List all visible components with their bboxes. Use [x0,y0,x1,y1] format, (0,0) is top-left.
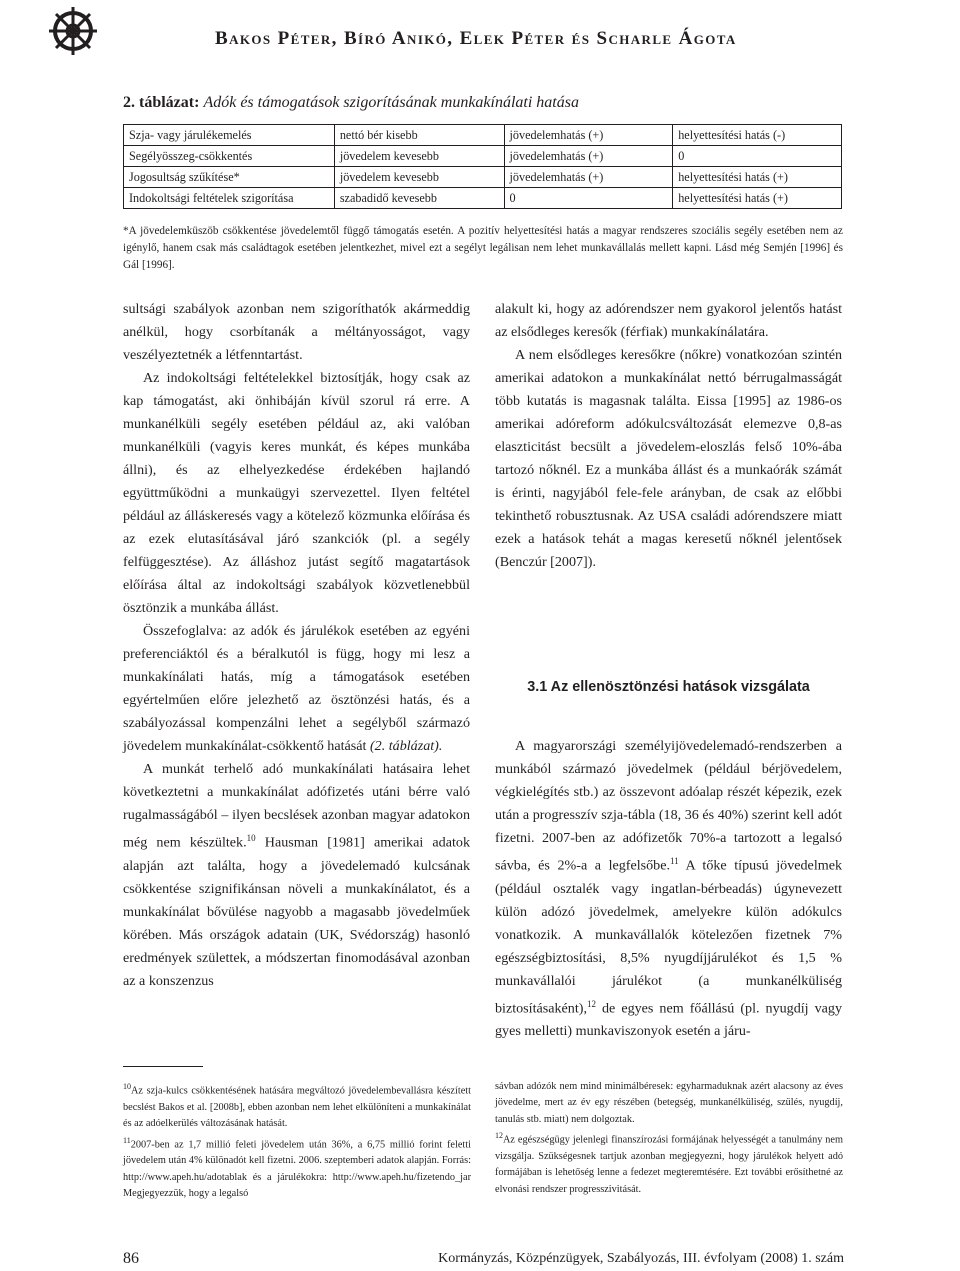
table-row [124,146,842,167]
footnotes-left [123,1079,471,1203]
table-cell: jövedelem kevesebb [334,167,504,188]
table-row [124,188,842,209]
table-cell: szabadidő kevesebb [334,188,504,209]
table-cell: 0 [673,146,842,167]
table-cell: Jogosultság szűkítése* [124,167,335,188]
paragraph: sultsági szabályok azonban nem szigoríthatók akármeddig anélkül, hogy csorbítanák a méltányosságot, vagy veszélyeztetnék a létfenntartást. [123,301,470,363]
table-title-caption: Adók és támogatások szigorításának munkakínálati hatása [203,94,579,111]
left-text-column [123,298,470,993]
footnote-10 [123,1079,471,1133]
table-title-number: 2. táblázat: [123,94,200,111]
tax-effects-table [123,124,842,209]
running-header-authors: Bakos Péter, Bíró Anikó, Elek Péter és Scharle Ágota [215,28,737,49]
paragraph: Az indokoltsági feltételekkel biztosítják, hogy csak az kap támogatást, aki önhibáján kívül szorul rá erre. A munkanélküli segély esetében például az, aki valóban munkanélküli (vagyis keres munkát, és képes munkába állni), és az elhelyezkedése érdekében hajlandó együttműködni a munkaügyi szervezettel. Ilyen feltétel például az álláskeresés vagy a kötelező közmunka előírása és az ezek elutasításával járó szankciók (pl. a segély felfüggesztése). Az álláshoz jutást segítő magatartások előírása által az indokoltsági szabályok közvetlenebbül ösztönzik a munkába állást. [123,370,470,616]
footnote-marker: 12 [586,998,596,1009]
footnote-text: Az egészségügy jelenlegi finanszírozási formájának helyességét a tanulmány nem vizsgálja. Szükségesnek tartjuk azonban megjegyezni, hogy járulékok helyett adó formájában is lehetőség lenne a fedezet megteremtésére. Ezt további erősíthetné az elvonási rendszer progresszivitását. [495,1134,843,1195]
paragraph-text: Hausman [1981] amerikai adatok alapján azt találta, hogy a jövedelemadó kulcsának csökkentése szignifikánsan növeli a munkakínálatot, és a munkakínálat bővülése nagyobb a magasabb jövedelműek körében. Más országok adatain (UK, Svédország) hasonló eredmények születtek, a módszertan finomodásával azonban az a konszenzus [123,834,470,989]
footnotes-right [495,1079,843,1198]
table-cell: helyettesítési hatás (+) [673,188,842,209]
table-cell: jövedelemhatás (+) [504,146,673,167]
table-row [124,125,842,146]
table-cell: Szja- vagy járulékemelés [124,125,335,146]
table-cell: 0 [504,188,673,209]
footnote-text: Az szja-kulcs csökkentésének hatására megváltozó jövedelembevallásra készített becslést Bakos et al. [2008b], ebben azonban nem lehet elkülöníteni a munkakínálat és az adóelkerülés változásának hatását. [123,1085,471,1130]
footnote-text: 2007-ben az 1,7 millió feleti jövedelem után 36%, a 6,75 millió forint feletti jövedelem után 4% különadót kell fizetni. 2006. szeptemberi adatok alapján. Forrás: http://www.apeh.hu/adotablak és a járulékokra: http://www.apeh.hu/fizetendo_jar Megjegyezzük, hogy a legalsó [123,1139,471,1200]
paragraph-text: A tőke típusú jövedelmek (például osztalék vagy ingatlan-bérbeadás) úgynevezett külön adózó jövedelmek, amelyekre külön adókulcs vonatkozik. A munkavállalók kötelezően fizetnek 7% egészségbiztosítási, 8,5% nyugdíjjárulékot és 1,5 % munkavállalói járulékot (a munkanélküliség biztosításaként), [495,857,842,1017]
section-heading: 3.1 Az ellenösztönzési hatások vizsgálata [527,679,810,695]
page-number: 86 [123,1250,139,1267]
paragraph-text: Összefoglalva: az adók és járulékok esetében az egyéni preferenciáktól és a béralkutól is függ, hogy mi lesz a munkakínálati hatás, míg a támogatások esetében egyértelműen előre jelezhető az ösztönzési hatás, és a szabályozással kompenzálni lehet a segélyből származó jövedelem munkakínálat-csökkentő hatását [123,623,470,754]
table-title [123,94,843,112]
table-row [124,167,842,188]
table-cell: jövedelem kevesebb [334,146,504,167]
paragraph [495,735,842,1043]
paragraph [123,620,470,758]
footnote-number: 10 [123,1082,131,1091]
ships-wheel-icon [46,2,100,56]
table-cell: helyettesítési hatás (+) [673,167,842,188]
paragraph: alakult ki, hogy az adórendszer nem gyakorol jelentős hatást az elsődleges keresők (férfiak) munkakínálatára. [495,301,842,340]
footnote-11 [123,1133,471,1203]
table-cell: Segélyösszeg-csökkentés [124,146,335,167]
table-cell: Indokoltsági feltételek szigorítása [124,188,335,209]
paragraph-text: de egyes nem főállású (pl. nyugdíj vagy gyes melletti) munkaviszonyok esetén a járu- [495,1000,842,1040]
paragraph-text: A magyarországi személyijövedelemadó-rendszerben a munkából származó jövedelmek (például bérjövedelem, végkielégítés stb.) az összevont adóalap részét képezik, ezek után a progresszív szja-tábla (18, 36 és 40%) szerint kell adót fizetni. 2007-ben az adófizetők 70%-a tartozott a legalsó sávba, és 2%-a a legfelsőbe. [495,738,842,874]
footnote-number: 11 [123,1135,131,1145]
table-cell: nettó bér kisebb [334,125,504,146]
table-reference: (2. táblázat). [369,738,443,754]
footnote-number: 12 [495,1131,503,1141]
right-text-column [495,298,842,1043]
paragraph: A nem elsődleges keresőkre (nőkre) vonatkozóan szintén amerikai adatokon a munkakínálat nettó bérrugalmasságát több kutatás is magasnak találta. Eissa [1995] az 1986-os amerikai adóreform adókulcsváltozását elemezve 0,8-as elaszticitást becsült a jövedelem-eloszlás felső 10%-ába tartozó nőknél. Ez a munkába állást és a munkaórák számát is érinti, nagyjából fele-fele arányban, de csak az előbbi tekinthető robusztusnak. Az USA családi adórendszere miatt ezek a hatások tehát a magas keresetű nőknél jelentősek (Benczúr [2007]). [495,347,842,570]
table-cell: jövedelemhatás (+) [504,167,673,188]
table-cell: helyettesítési hatás (-) [673,125,842,146]
table-footnote: *A jövedelemküszöb csökkentése jövedelemtől függő támogatás esetén. A pozitív helyettesítési hatás a magyar rendszeres szociális segély esetében nem az igénylő, hanem csak más családtagok esetében jelentkezhet, mivel ezt a segélyt legálisan nem lehet munkavállalás mellett kapni. Lásd még Semjén [1996] és Gál [1996]. [123,225,843,271]
paragraph [123,758,470,993]
footnote-marker: 11 [670,856,679,866]
footnote-marker: 10 [246,833,256,843]
footnote-12 [495,1128,843,1198]
table-cell: jövedelemhatás (+) [504,125,673,146]
footnote-11-continued: sávban adózók nem mind minimálbéresek: egyharmaduknak azért alacsony az éves jövedelme, mert az év egy részében (betegség, munkanélküliség, szülés, nyugdíj, tanulás stb. miatt) nem dolgoztak. [495,1081,843,1125]
journal-reference: Kormányzás, Közpénzügyek, Szabályozás, III. évfolyam (2008) 1. szám [438,1251,844,1266]
footnote-divider [123,1066,203,1067]
paragraph-text: A munkát terhelő adó munkakínálati hatásaira lehet következtetni a munkakínálat adófizetés utáni bérre való rugalmasságából – ilyen becslések azonban magyar adatokon még nem készültek. [123,761,470,851]
